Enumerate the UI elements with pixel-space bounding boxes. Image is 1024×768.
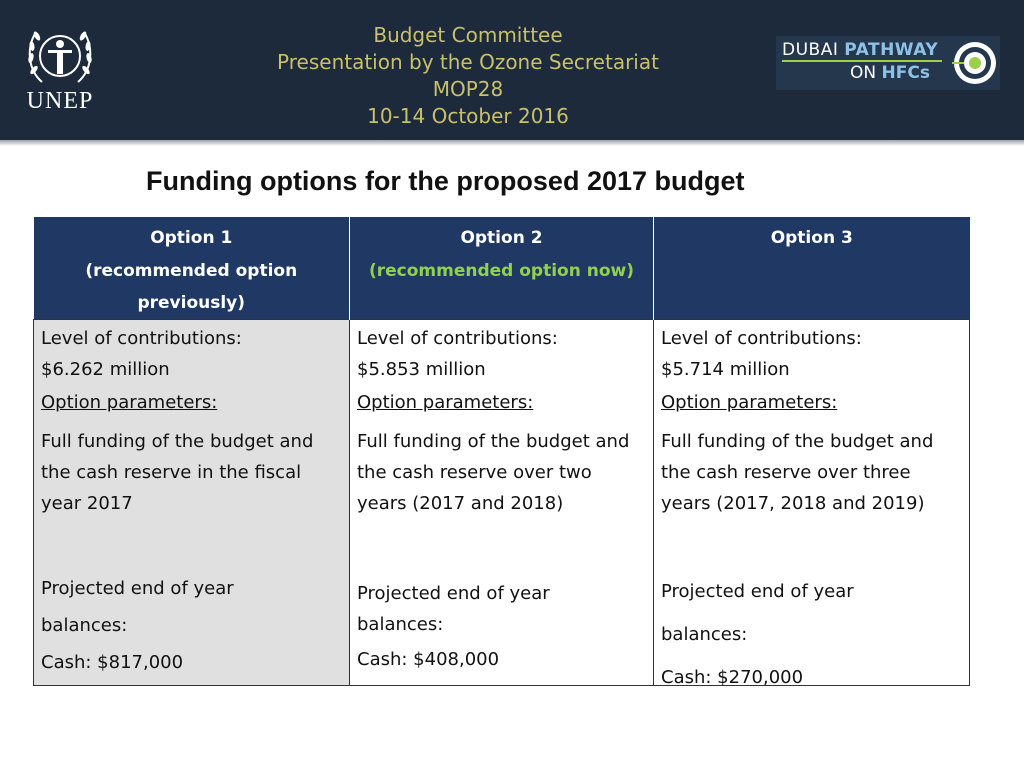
- option-1-subtitle: (recommended option previously): [85, 261, 298, 313]
- contrib-value: $6.262 million: [41, 359, 170, 380]
- proj-label-1: Projected end of year: [661, 581, 854, 602]
- proj-label-2: balances:: [661, 624, 748, 645]
- contrib-label: Level of contributions:: [661, 328, 862, 349]
- heading-line-4: 10-14 October 2016: [367, 104, 569, 128]
- heading-line-1: Budget Committee: [373, 23, 563, 47]
- logo-word-hfcs: HFCs: [881, 63, 930, 83]
- option-3-title: Option 3: [770, 228, 853, 248]
- laurel-figure-icon: [22, 22, 98, 88]
- params-label: Option parameters:: [41, 392, 218, 413]
- contrib-value: $5.853 million: [357, 359, 486, 380]
- cash-balance: Cash: $408,000: [357, 649, 500, 670]
- unep-logo-text: UNEP: [26, 88, 94, 114]
- dubai-pathway-logo: [776, 36, 1000, 90]
- logo-word-pathway: PATHWAY: [844, 40, 939, 60]
- projection-block: [41, 570, 234, 681]
- proj-label-1: Projected end of year: [41, 578, 234, 599]
- option-1-cell: [34, 320, 350, 686]
- table-row: [34, 320, 970, 686]
- option-1-title: Option 1: [150, 228, 233, 248]
- params-label: Option parameters:: [357, 392, 534, 413]
- proj-label-2: balances:: [357, 614, 444, 635]
- funding-options-table: [33, 217, 970, 686]
- option-3-header: [654, 217, 970, 320]
- contrib-label: Level of contributions:: [41, 328, 242, 349]
- projection-block: [357, 576, 550, 677]
- params-text: Full funding of the budget and the cash reserve over two years (2017 and 2018): [357, 431, 630, 514]
- contrib-label: Level of contributions:: [357, 328, 558, 349]
- option-3-cell: [654, 320, 970, 686]
- projection-block: [661, 570, 854, 699]
- header-shadow: [0, 140, 1024, 146]
- proj-label-2: balances:: [41, 615, 128, 636]
- presentation-heading: [200, 22, 736, 130]
- target-icon: [952, 40, 998, 86]
- table-header-row: [34, 217, 970, 320]
- params-text: Full funding of the budget and the cash reserve in the fiscal year 2017: [41, 431, 314, 514]
- slide-title: Funding options for the proposed 2017 budget: [146, 166, 745, 196]
- option-2-cell: [350, 320, 654, 686]
- cash-balance: Cash: $817,000: [41, 652, 184, 673]
- slide-header: [0, 0, 1024, 140]
- option-2-subtitle: (recommended option now): [368, 261, 635, 281]
- cash-balance: Cash: $270,000: [661, 667, 804, 688]
- option-1-header: [34, 217, 350, 320]
- option-2-header: [350, 217, 654, 320]
- params-text: Full funding of the budget and the cash reserve over three years (2017, 2018 and 2019): [661, 431, 934, 514]
- heading-line-2: Presentation by the Ozone Secretariat: [277, 50, 659, 74]
- heading-line-3: MOP28: [432, 77, 504, 101]
- params-label: Option parameters:: [661, 392, 838, 413]
- logo-word-on: ON: [850, 63, 877, 83]
- contrib-value: $5.714 million: [661, 359, 790, 380]
- logo-arrow: [782, 60, 942, 62]
- unep-logo: [22, 22, 98, 118]
- option-2-title: Option 2: [460, 228, 543, 248]
- logo-word-dubai: DUBAI: [782, 40, 839, 60]
- proj-label-1: Projected end of year: [357, 583, 550, 604]
